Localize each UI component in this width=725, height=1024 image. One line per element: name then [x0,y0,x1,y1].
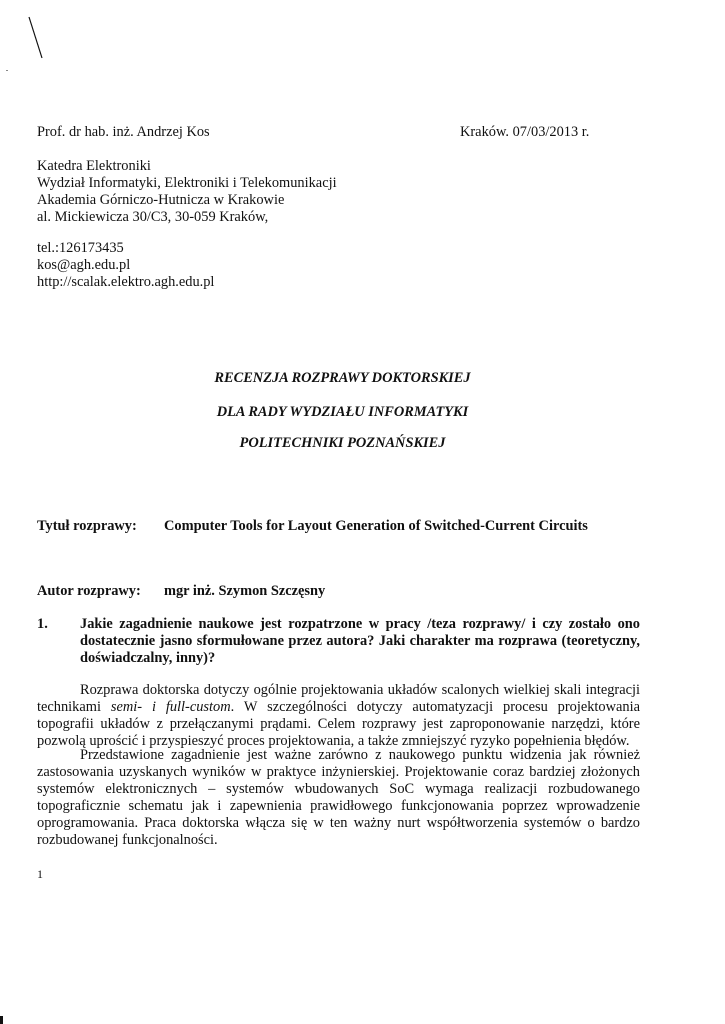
scan-edge-mark [0,1016,3,1024]
department-line: al. Mickiewicza 30/C3, 30-059 Kraków, [37,209,269,225]
body-paragraph-1 [37,682,640,750]
handwritten-slash-mark [28,16,44,60]
document-title-line-2: DLA RADY WYDZIAŁU INFORMATYKI [216,404,469,420]
contact-website: http://scalak.elektro.agh.edu.pl [37,274,215,290]
document-title-line-1: RECENZJA ROZPRAWY DOKTORSKIEJ [214,370,471,386]
question-number: 1. [37,616,48,632]
thesis-title-value: Computer Tools for Layout Generation of Switched-Current Circuits [164,518,588,534]
thesis-author-value: mgr inż. Szymon Szczęsny [164,583,326,599]
contact-block [37,240,214,291]
scan-speck [6,70,8,71]
document-title-line-3: POLITECHNIKI POZNAŃSKIEJ [239,435,446,451]
paragraph-1-emphasis: semi- i full-custom [110,699,231,715]
question-text: Jakie zagadnienie naukowe jest rozpatrzone w pracy /teza rozprawy/ i czy zostało ono dostatecznie jasno sformułowane przez autora? Jaki charakter ma rozprawa (teoretyczny, doświadczalny, inny)? [80,616,640,666]
department-address [37,158,337,226]
paragraph-1-text-a: Rozprawa doktorska dotyczy ogólnie projektowania układów scalonych wielkiej skali integracji technikami [37,682,640,715]
thesis-title-label: Tytuł rozprawy: [37,518,137,534]
page-number: 1 [37,867,43,881]
body-paragraph-2: Przedstawione zagadnienie jest ważne zarówno z naukowego punktu widzenia jak również zastosowania uzyskanych wyników w praktyce inżynierskiej. Projektowanie coraz bardziej złożonych systemów elektronicznych – systemów wbudowanych SoC wymaga realizacji rozbudowanego topograficznie schematu jak i zapewnienia prawidłowego funkcjonowania poprzez wprowadzenie oprogramowania. Praca doktorska włącza się w ten ważny nurt współtworzenia systemów o bardzo rozbudowanej funkcjonalności. [37,747,640,848]
reviewer-name: Prof. dr hab. inż. Andrzej Kos [37,124,210,140]
thesis-author-label: Autor rozprawy: [37,583,141,599]
department-line: Wydział Informatyki, Elektroniki i Telekomunikacji [37,175,337,191]
place-date: Kraków. 07/03/2013 r. [460,124,590,140]
contact-phone: tel.:126173435 [37,240,124,256]
contact-email: kos@agh.edu.pl [37,257,131,273]
department-line: Akademia Górniczo-Hutnicza w Krakowie [37,192,285,208]
department-line: Katedra Elektroniki [37,158,151,174]
paragraph-1-text-b: . W szczególności dotyczy automatyzacji procesu projektowania topografii układów z przełączanymi prądami. Celem rozprawy jest zaproponowanie narzędzi, które pozwolą uprościć i przyspieszyć proces projektowania, a także zmniejszyć ryzyko popełnienia błędów. [37,699,640,749]
